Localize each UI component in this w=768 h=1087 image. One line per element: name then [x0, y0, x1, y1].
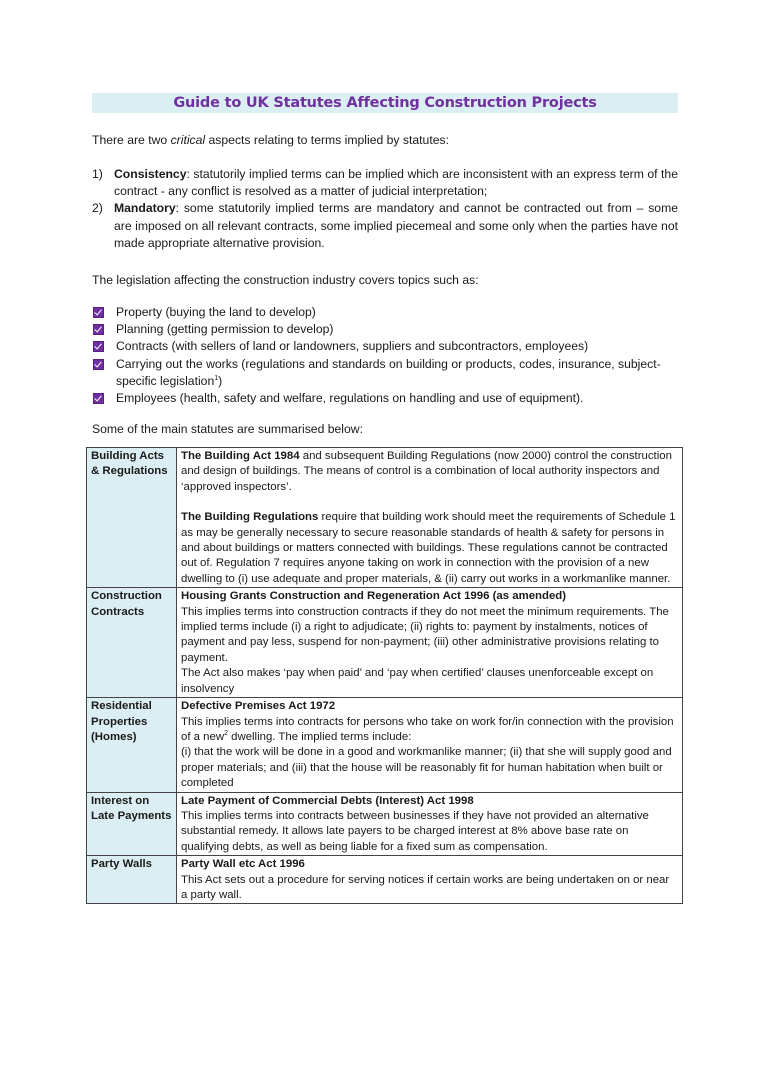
table-row	[87, 588, 683, 698]
table-row	[87, 856, 683, 904]
list-item: 2) Mandatory: some statutorily implied terms are mandatory and cannot be contracted out from – some are imposed on all relevant contracts, some implied piecemeal and some only when the parties have not made appropriate alternative provision.	[92, 201, 678, 250]
intro-paragraph: There are two critical aspects relating to terms implied by statutes:	[92, 133, 449, 147]
description-cell: Party Wall etc Act 1996 This Act sets out a procedure for serving notices if certain works are being undertaken on or near a party wall.	[177, 856, 683, 904]
statutes-table	[86, 447, 683, 904]
checkbox-icon	[93, 359, 104, 370]
category-cell: Construction Contracts	[87, 588, 177, 698]
description-cell: The Building Act 1984 and subsequent Building Regulations (now 2000) control the construction and design of buildings. The means of control is a combination of local authority inspectors and ‘approved inspectors’. The Building Regulations require that building work should meet the requirements of Schedule 1 as may be generally necessary to secure reasonable standards of health & safety for persons in and about buildings or matters connected with buildings. These regulations cannot be contracted out of. Regulation 7 requires anyone taking on work in connection with the provision of a new dwelling to (i) use adequate and proper materials, & (ii) carry out works in a workmanlike manner.	[177, 448, 683, 588]
category-cell: Building Acts & Regulations	[87, 448, 177, 588]
category-cell: Party Walls	[87, 856, 177, 904]
description-cell: Housing Grants Construction and Regeneration Act 1996 (as amended) This implies terms into construction contracts if they do not meet the minimum requirements. The implied terms include (i) a right to adjudicate; (ii) rights to: payment by instalments, notices of payment and pay less, suspend for non-payment; (iii) other administrative provisions relating to payment. The Act also makes ‘pay when paid’ and ‘pay when certified’ clauses unenforceable except on insolvency	[177, 588, 683, 698]
legislation-intro: The legislation affecting the construction industry covers topics such as:	[92, 273, 479, 287]
checkbox-icon	[93, 324, 104, 335]
topics-list	[92, 304, 678, 407]
checkbox-icon	[93, 307, 104, 318]
footnote-ref: 2	[224, 730, 228, 738]
aspects-list	[92, 166, 678, 252]
category-cell: Residential Properties (Homes)	[87, 698, 177, 792]
title-banner	[92, 93, 678, 113]
category-cell: Interest on Late Payments	[87, 792, 177, 856]
checkbox-icon	[93, 341, 104, 352]
description-cell: Defective Premises Act 1972 This implies terms into contracts for persons who take on work for/in connection with the provision of a new$^2$ dwelling. The implied terms include: (i) that the work will be done in a good and workmanlike manner; (ii) that she will supply good and proper materials; and (iii) that the house will be reasonably fit for human habitation when built or completed	[177, 698, 683, 792]
list-item: Carrying out the works (regulations and standards on building or products, codes, insurance, subject-specific legislation$^1$)	[92, 356, 678, 390]
list-item: Contracts (with sellers of land or landowners, suppliers and subcontractors, employees)	[92, 338, 678, 355]
list-item: Property (buying the land to develop)	[92, 304, 678, 321]
checkbox-icon	[93, 393, 104, 404]
footnote-ref: 1	[214, 374, 219, 382]
table-row	[87, 448, 683, 588]
list-item: Employees (health, safety and welfare, regulations on handling and use of equipment).	[92, 390, 678, 407]
list-item: Planning (getting permission to develop)	[92, 321, 678, 338]
page-title: Guide to UK Statutes Affecting Construction Projects	[173, 95, 597, 111]
list-item: 1) Consistency: statutorily implied terms can be implied which are inconsistent with an express term of the contract - any conflict is resolved as a matter of judicial interpretation;	[92, 167, 678, 199]
description-cell: Late Payment of Commercial Debts (Interest) Act 1998 This implies terms into contracts between businesses if they have not provided an alternative substantial remedy. It allows late payers to be charged interest at 8% above base rate on qualifying debts, as well as being liable for a fixed sum as compensation.	[177, 792, 683, 856]
table-row	[87, 792, 683, 856]
summary-intro: Some of the main statutes are summarised below:	[92, 422, 363, 436]
table-row	[87, 698, 683, 792]
